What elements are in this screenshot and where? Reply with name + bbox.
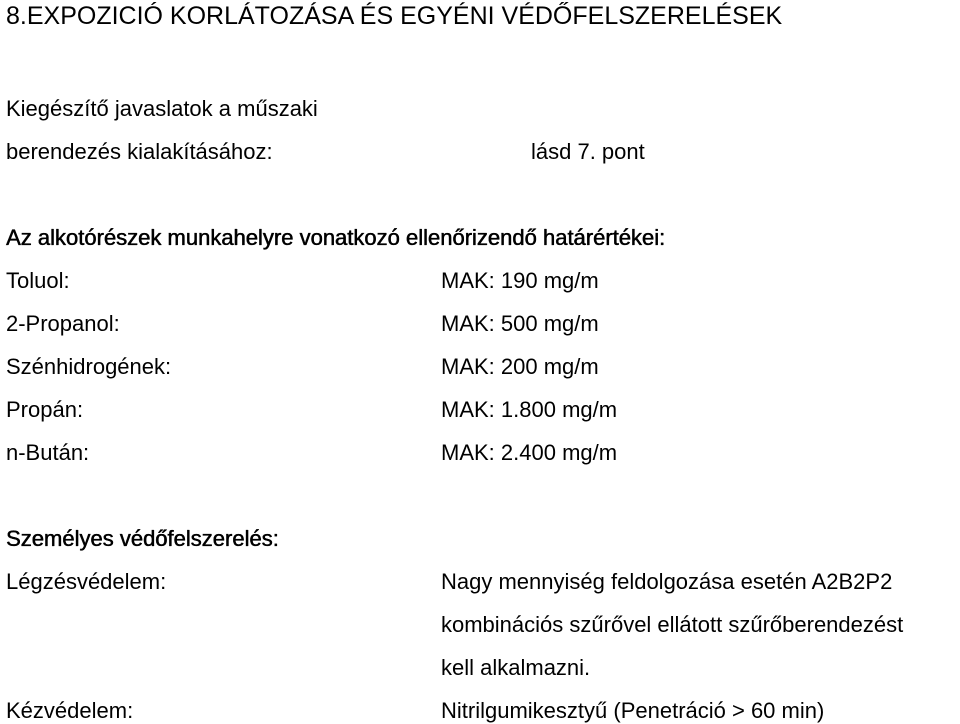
limit-substance-szenhidrogenek: Szénhidrogének: [6,354,172,379]
limit-value-toluol: MAK: 190 mg/m [441,268,599,293]
technical-label-line1: Kiegészítő javaslatok a műszaki [6,96,318,121]
respiratory-line3: kell alkalmazni. [441,655,591,680]
limit-value-propanol: MAK: 500 mg/m [441,311,599,336]
limit-substance-propan: Propán: [6,397,84,422]
hand-value: Nitrilgumikesztyű (Penetráció > 60 min) [441,698,825,723]
section-title: 8.EXPOZICIÓ KORLÁTOZÁSA ÉS EGYÉNI VÉDŐFELSZERELÉSEK [6,2,783,30]
hand-label: Kézvédelem: [6,698,134,723]
respiratory-line2: kombinációs szűrővel ellátott szűrőberendezést [441,612,904,637]
limit-value-butan: MAK: 2.400 mg/m [441,440,618,465]
ppe-heading: Személyes védőfelszerelés: [6,526,279,551]
technical-value: lásd 7. pont [531,139,645,164]
limit-substance-butan: n-Bután: [6,440,90,465]
limits-heading: Az alkotórészek munkahelyre vonatkozó ellenőrizendő határértékei: [6,225,666,250]
limit-substance-toluol: Toluol: [6,268,70,293]
respiratory-line1: Nagy mennyiség feldolgozása esetén A2B2P2 [441,569,893,594]
limit-value-szenhidrogenek: MAK: 200 mg/m [441,354,599,379]
limit-value-propan: MAK: 1.800 mg/m [441,397,618,422]
technical-label-line2: berendezés kialakításához: [6,139,273,164]
respiratory-label: Légzésvédelem: [6,569,167,594]
limit-substance-propanol: 2-Propanol: [6,311,120,336]
